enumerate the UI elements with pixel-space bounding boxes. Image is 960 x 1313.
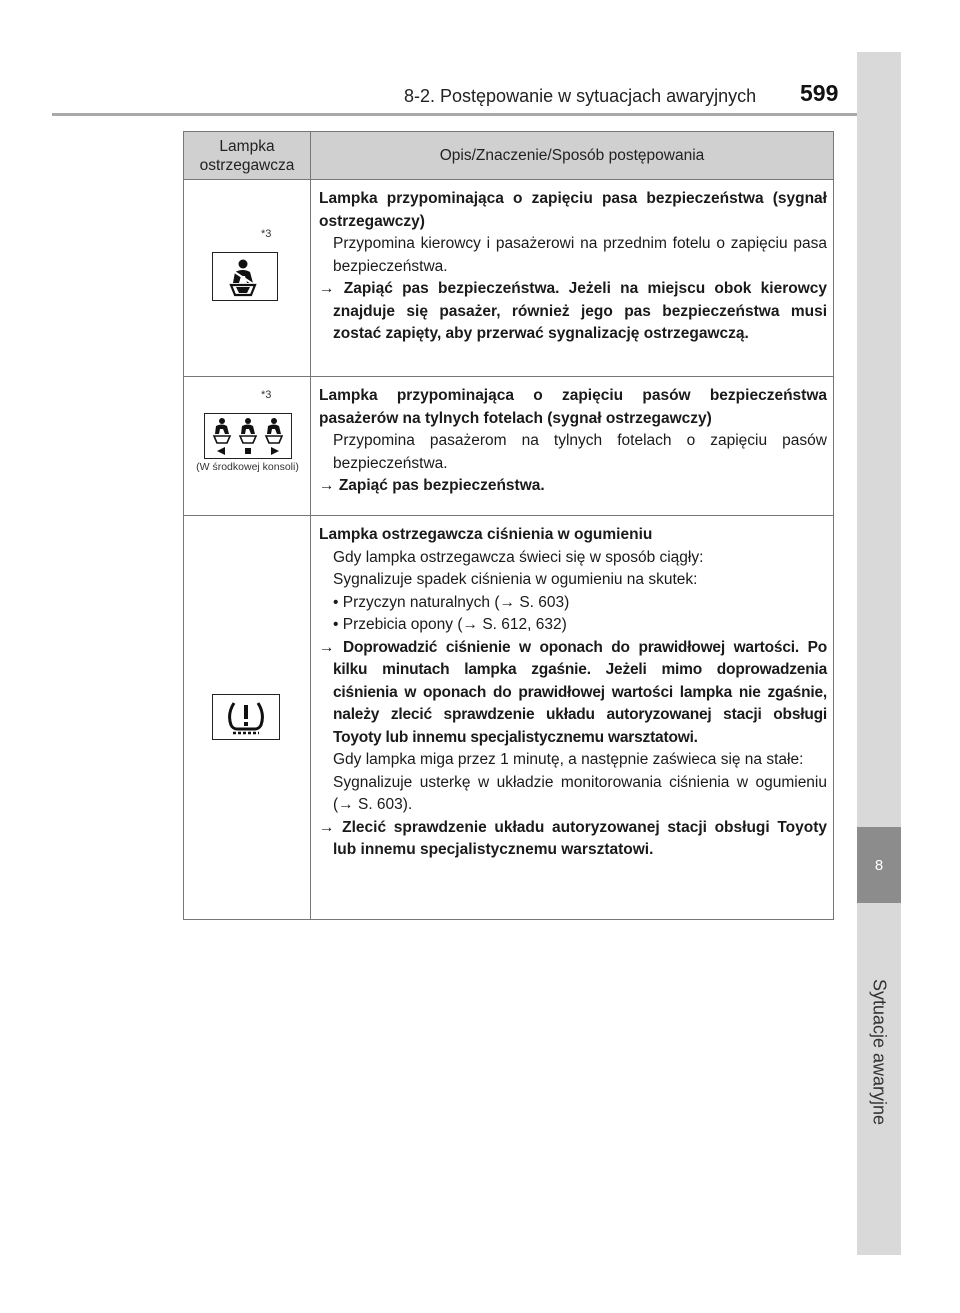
column-header-description: Opis/Znaczenie/Sposób postępowania — [311, 132, 834, 180]
lamp-description: Sygnalizuje usterkę w układzie monitorowania ciśnienia w ogumieniu (→ S. 603). — [333, 773, 827, 813]
chapter-name: Sytuacje awaryjne — [869, 978, 890, 1126]
footnote-marker: *3 — [261, 389, 272, 401]
chapter-side-tab — [857, 52, 901, 1255]
arrow-icon: → — [499, 593, 516, 611]
lamp-cell — [184, 516, 311, 920]
cause-item: • Przyczyn naturalnych (→ S. 603) — [333, 593, 570, 611]
lamp-description: Przypomina kierowcy i pasażerowi na przednim fotelu o zapięciu pasa bezpieczeństwa. — [333, 235, 827, 275]
lamp-cell — [184, 180, 311, 377]
tire-pressure-warning-icon — [212, 694, 280, 740]
lamp-title: Lampka przypominająca o zapięciu pasów bezpieczeństwa pasażerów na tylnych fotelach (sygnał ostrzegawczy) — [319, 387, 827, 427]
arrow-icon: → — [319, 280, 335, 297]
table-row — [184, 516, 834, 920]
cause-item: • Przebicia opony (→ S. 612, 632) — [333, 616, 567, 633]
location-note: (W środkowej konsoli) — [196, 461, 299, 473]
description-cell — [311, 180, 834, 377]
arrow-icon: → — [338, 796, 354, 813]
lamp-cell — [184, 377, 311, 516]
header-divider — [52, 113, 857, 116]
table-row — [184, 180, 834, 377]
lamp-action: → Zapiąć pas bezpieczeństwa. Jeżeli na miejscu obok kierowcy znajduje się pasażer, również jego pas bezpieczeństwa musi zostać zapięty, aby przerwać sygnalizację ostrzegawczą. — [319, 280, 827, 342]
lamp-title: Lampka ostrzegawcza ciśnienia w ogumieniu — [319, 526, 653, 543]
arrow-icon: → — [319, 638, 335, 656]
lamp-action: → Zapiąć pas bezpieczeństwa. — [319, 477, 545, 494]
rear-seatbelt-reminder-icon — [204, 413, 292, 459]
footnote-marker: *3 — [261, 228, 272, 240]
lamp-title: Lampka przypominająca o zapięciu pasa bezpieczeństwa (sygnał ostrzegawczy) — [319, 190, 827, 230]
column-header-lamp: Lampka ostrzegawcza — [184, 132, 311, 180]
description-cell — [311, 377, 834, 516]
page-number: 599 — [800, 80, 839, 106]
arrow-icon: → — [319, 477, 335, 494]
lamp-action: → Doprowadzić ciśnienie w oponach do prawidłowej wartości. Po kilku minutach lampka zgaśnie. Jeżeli mimo doprowadzenia ciśnienia w oponach do prawidłowej wartości lampka nie zgaśnie, należy zlecić sprawdzenie układu autoryzowanej stacji obsługi Toyoty lub innemu specjalistycznemu warsztatowi. — [319, 638, 828, 746]
arrow-icon: → — [462, 616, 478, 633]
table-header-row — [184, 132, 834, 180]
warning-lights-table — [183, 131, 834, 920]
lamp-description: Gdy lampka ostrzegawcza świeci się w sposób ciągły: — [333, 548, 704, 566]
arrow-icon: → — [319, 818, 335, 836]
section-title: 8-2. Postępowanie w sytuacjach awaryjnych — [404, 86, 757, 106]
lamp-description: Przypomina pasażerom na tylnych fotelach o zapięciu pasów bezpieczeństwa. — [333, 432, 827, 472]
lamp-description: Sygnalizuje spadek ciśnienia w ogumieniu na skutek: — [333, 571, 698, 588]
chapter-number: 8 — [857, 827, 901, 903]
lamp-action: → Zlecić sprawdzenie układu autoryzowanej stacji obsługi Toyoty lub innemu specjalistycznemu warsztatowi. — [319, 818, 827, 858]
table-row — [184, 377, 834, 516]
seatbelt-reminder-icon — [212, 252, 278, 301]
description-cell — [311, 516, 834, 920]
lamp-description: Gdy lampka miga przez 1 minutę, a następnie zaświeca się na stałe: — [333, 751, 804, 768]
